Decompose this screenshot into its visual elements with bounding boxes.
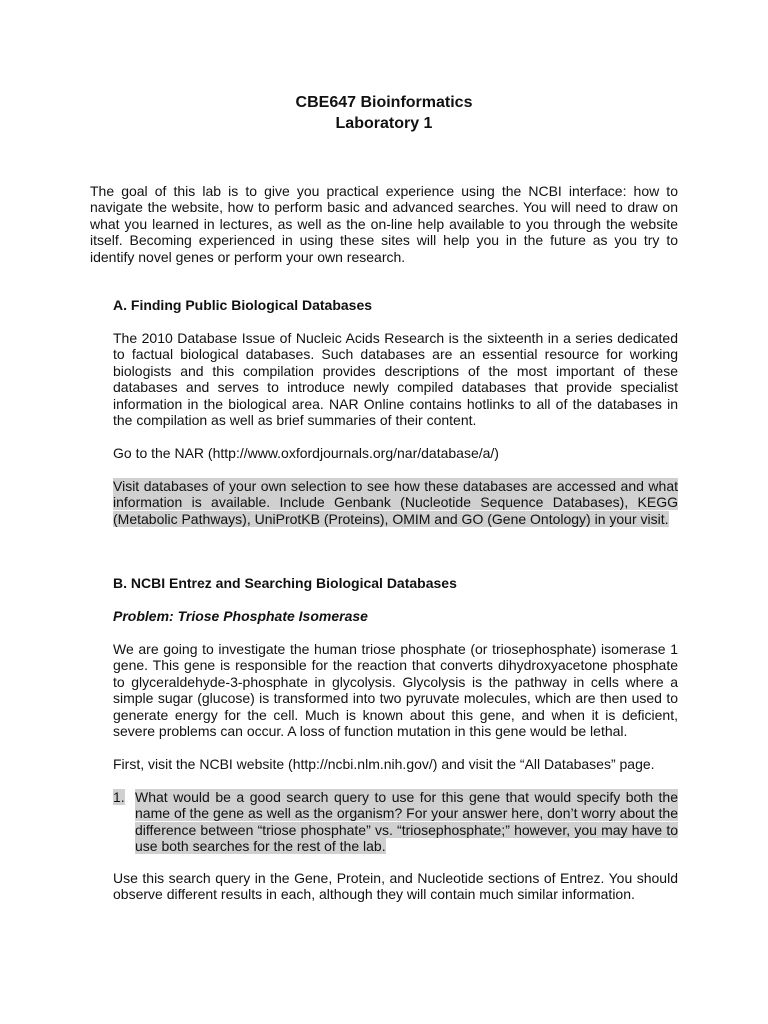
intro-paragraph: The goal of this lab is to give you practical experience using the NCBI interface: how to navigate the website, how to perform basic and advanced searches. You will need to draw on what you learned in lectures, as well as the on-line help available to you through the website itself. Becoming experienced in using these sites will help you in the future as you try to identify novel genes or perform your own research. — [90, 183, 678, 265]
question-1-number: 1. — [113, 789, 125, 805]
section-b-paragraph: We are going to investigate the human triose phosphate (or triosephosphate) isomerase 1 gene. This gene is responsible for the reaction that converts dihydroxyacetone phosphate to glyceraldehyde-3-phosphate in glycolysis. Glycolysis is the pathway in cells where a simple sugar (glucose) is transformed into two pyruvate molecules, which are then used to generate energy for the cell. Much is known about this gene, and when it is deficient, severe problems can occur. A loss of function mutation in this gene would be lethal. — [113, 641, 678, 740]
highlighted-question-text: What would be a good search query to use for this gene that would specify both the name of the gene as well as the organism? For your answer here, don’t worry about the difference between “triose phosphate” vs. “triosephosphate;” however, you may have to use both searches for the rest of the lab. — [135, 789, 678, 855]
section-a-task — [113, 478, 678, 527]
search-query-instruction: Use this search query in the Gene, Protein, and Nucleotide sections of Entrez. You should observe different results in each, although they will contain much similar information. — [113, 870, 678, 903]
section-a-heading: A. Finding Public Biological Databases — [113, 297, 373, 313]
problem-heading: Problem: Triose Phosphate Isomerase — [113, 608, 368, 624]
document-title: CBE647 Bioinformatics — [295, 94, 473, 111]
section-b-heading: B. NCBI Entrez and Searching Biological Databases — [113, 575, 457, 591]
highlighted-task-text: Visit databases of your own selection to see how these databases are accessed and what information is available. Include Genbank (Nucleotide Sequence Databases), KEGG (Metabolic Pathways), UniProtKB (Proteins), OMIM and GO (Gene Ontology) in your visit. — [113, 478, 678, 527]
question-1-text — [135, 789, 678, 855]
document-subtitle: Laboratory 1 — [335, 115, 433, 132]
section-a-paragraph: The 2010 Database Issue of Nucleic Acids Research is the sixteenth in a series dedicated to factual biological databases. Such databases are an essential resource for working biologists and this compilation provides descriptions of the most important of these databases and serves to introduce newly compiled databases that provide specialist information in the biological area. NAR Online contains hotlinks to all of the databases in the compilation as well as brief summaries of their content. — [113, 330, 678, 429]
nar-link-instruction: Go to the NAR (http://www.oxfordjournals.org/nar/database/a/) — [113, 445, 499, 461]
ncbi-visit-instruction: First, visit the NCBI website (http://ncbi.nlm.nih.gov/) and visit the “All Databases” page. — [113, 756, 655, 772]
